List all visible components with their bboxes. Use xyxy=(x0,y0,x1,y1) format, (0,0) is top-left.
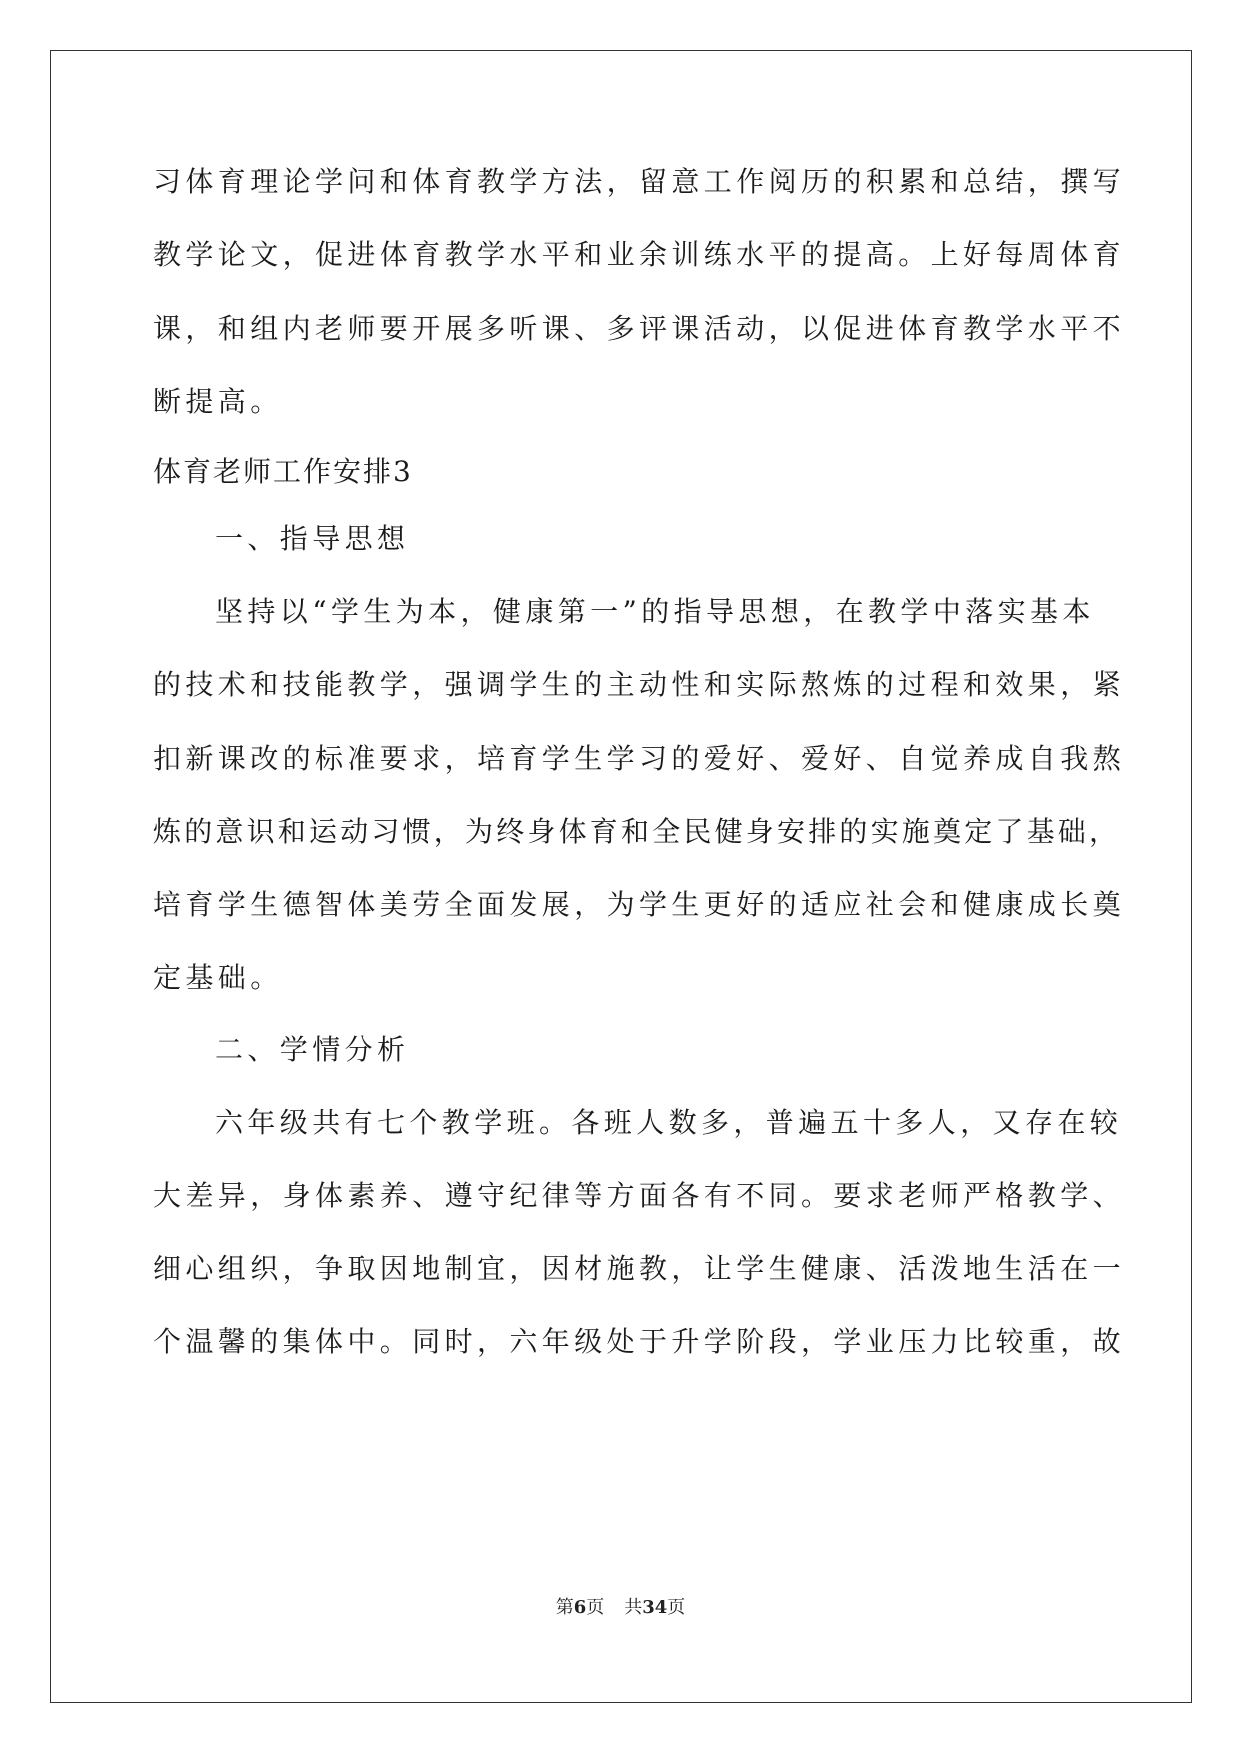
total-pages: 34 xyxy=(642,1597,668,1618)
page-border xyxy=(50,50,1192,1703)
paragraph-line: 课，和组内老师要开展多听课、多评课活动，以促进体育教学水平不 xyxy=(153,312,1126,345)
paragraph-line: 个温馨的集体中。同时，六年级处于升学阶段，学业压力比较重，故 xyxy=(153,1325,1126,1358)
paragraph-line: 细心组织，争取因地制宜，因材施教，让学生健康、活泼地生活在一 xyxy=(153,1252,1126,1285)
paragraph-line: 坚持以“学生为本，健康第一”的指导思想，在教学中落实基本 xyxy=(215,595,1095,628)
paragraph-line: 大差异，身体素养、遵守纪律等方面各有不同。要求老师严格教学、 xyxy=(153,1179,1126,1212)
paragraph-line: 的技术和技能教学，强调学生的主动性和实际熬炼的过程和效果，紧 xyxy=(153,668,1126,701)
page-suffix: 页 xyxy=(586,1597,605,1618)
page-number: 6 xyxy=(573,1597,587,1618)
paragraph-line: 定基础。 xyxy=(153,961,283,994)
total-suffix: 页 xyxy=(667,1597,686,1618)
paragraph-line: 六年级共有七个教学班。各班人数多，普遍五十多人，又存在较 xyxy=(215,1106,1123,1139)
subsection-title: 一、指导思想 xyxy=(215,522,410,555)
paragraph-line: 炼的意识和运动习惯，为终身体育和全民健身安排的实施奠定了基础， xyxy=(153,815,1121,848)
paragraph-line: 教学论文，促进体育教学水平和业余训练水平的提高。上好每周体育 xyxy=(153,238,1126,271)
paragraph-line: 习体育理论学问和体育教学方法，留意工作阅历的积累和总结，撰写 xyxy=(153,165,1126,198)
section-heading: 体育老师工作安排3 xyxy=(153,455,413,488)
paragraph-line: 扣新课改的标准要求，培育学生学习的爱好、爱好、自觉养成自我熬 xyxy=(153,742,1126,775)
total-prefix: 共 xyxy=(624,1597,643,1618)
paragraph-line: 培育学生德智体美劳全面发展，为学生更好的适应社会和健康成长奠 xyxy=(153,888,1126,921)
page-prefix: 第 xyxy=(555,1597,574,1618)
subsection-title: 二、学情分析 xyxy=(215,1033,410,1066)
paragraph-line: 断提高。 xyxy=(153,385,283,418)
page-footer xyxy=(0,1596,1241,1620)
